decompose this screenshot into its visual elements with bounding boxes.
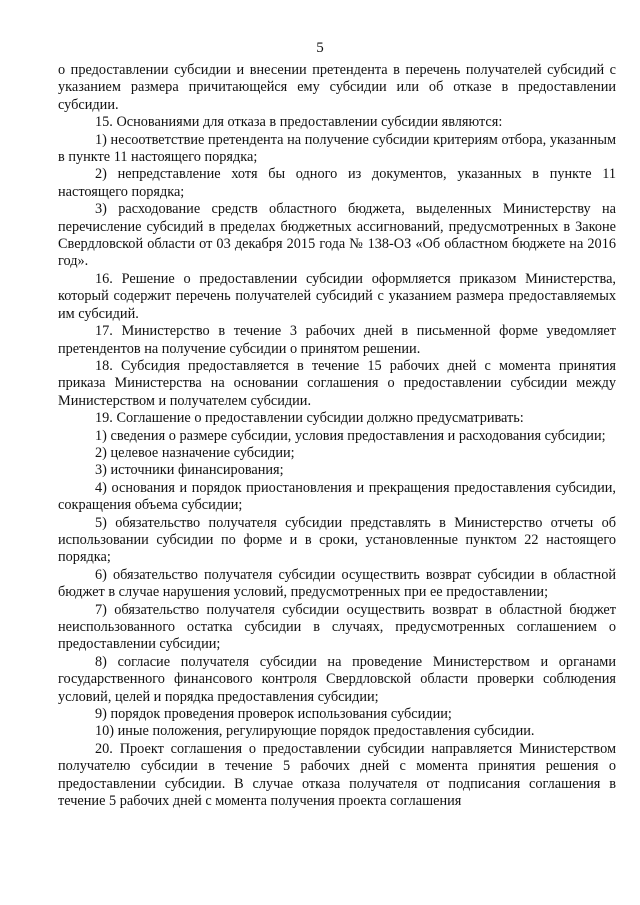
paragraph: 3) расходование средств областного бюджета, выделенных Министерству на перечисление субсидий в пределах бюджетных ассигнований, предусмотренных в Законе Свердловской области от 03 декабря 2015 года № 138-ОЗ «Об областном бюджете на 2016 год». [58,201,616,270]
paragraph: о предоставлении субсидии и внесении претендента в перечень получателей субсидий с указанием размера причитающейся ему субсидии или об отказе в предоставлении субсидии. [58,62,616,113]
paragraph: 5) обязательство получателя субсидии представлять в Министерство отчеты об использовании субсидии по форме и в сроки, установленные пунктом 22 настоящего порядка; [58,514,616,566]
paragraph: 2) целевое назначение субсидии; [95,444,295,461]
paragraph: 1) несоответствие претендента на получение субсидии критериям отбора, указанным в пункте 11 настоящего порядка; [58,131,616,166]
paragraph: 8) согласие получателя субсидии на проведение Министерством и органами государственного финансового контроля Свердловской области проверки соблюдения условий, целей и порядка предоставления субсидии; [58,653,616,705]
paragraph: 10) иные положения, регулирующие порядок предоставления субсидии. [95,723,535,740]
page-number: 5 [316,40,324,56]
paragraph: 7) обязательство получателя субсидии осуществить возврат в областной бюджет неиспользованного остатка субсидии в случаях, предусмотренных соглашением о предоставлении субсидии; [58,601,616,653]
paragraph: 4) основания и порядок приостановления и прекращения предоставления субсидии, сокращения объема субсидии; [58,479,616,514]
paragraph: 1) сведения о размере субсидии, условия предоставления и расходования субсидии; [95,427,606,444]
paragraph: 2) непредставление хотя бы одного из документов, указанных в пункте 11 настоящего порядка; [58,166,616,200]
paragraph: 9) порядок проведения проверок использования субсидии; [95,706,452,723]
paragraph: 16. Решение о предоставлении субсидии оформляется приказом Министерства, который содержит перечень получателей субсидий с указанием размера предоставляемых им субсидий. [58,270,616,322]
paragraph: 17. Министерство в течение 3 рабочих дней в письменной форме уведомляет претендентов на получение субсидии о принятом решении. [58,323,616,357]
document-body [58,62,616,810]
paragraph: 20. Проект соглашения о предоставлении субсидии направляется Министерством получателю субсидии в течение 5 рабочих дней с момента принятия решения о предоставлении субсидии. В случае отказа получателя от подписания соглашения в течение 5 рабочих дней с момента получения проекта соглашения [58,740,616,810]
paragraph: 6) обязательство получателя субсидии осуществить возврат субсидии в областной бюджет в случае нарушения условий, предусмотренных при ее предоставлении; [58,566,616,601]
paragraph: 15. Основаниями для отказа в предоставлении субсидии являются: [95,114,503,131]
paragraph: 18. Субсидия предоставляется в течение 15 рабочих дней с момента принятия приказа Министерства на основании соглашения о предоставлении субсидии между Министерством и получателем субсидии. [58,357,616,409]
paragraph: 3) источники финансирования; [95,462,284,479]
paragraph: 19. Соглашение о предоставлении субсидии должно предусматривать: [95,410,524,427]
